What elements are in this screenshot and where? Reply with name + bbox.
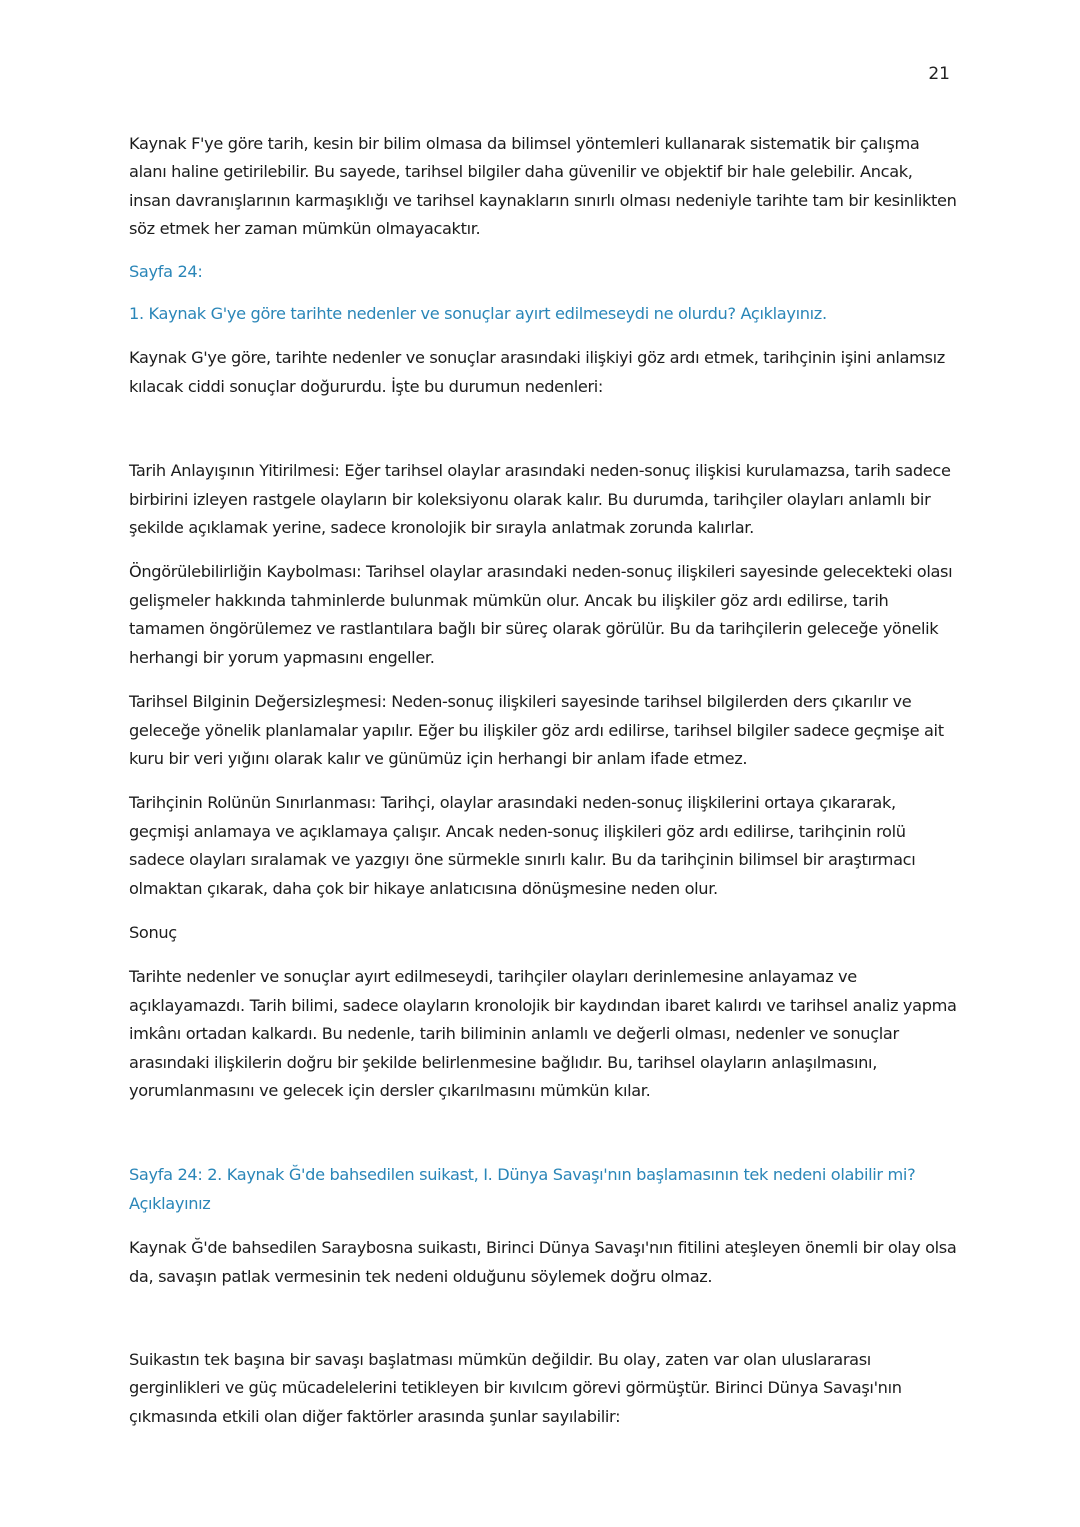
paragraph-ongorulebilirlik: Öngörülebilirliğin Kaybolması: Tarihsel olaylar arasındaki neden-sonuç ilişkileri sayesinde gelecekteki olası gelişmeler hakkında tahminlerde bulunmak mümkün olur. Ancak bu ilişkiler göz ardı edilirse, tarih tamamen öngörülemez ve rastlantılara bağlı bir süreç olarak görülür. Bu da tarihçilerin geleceğe yönelik herhangi bir yorum yapmasını engeller. — [129, 562, 953, 667]
paragraph-tarih-anlayisi: Tarih Anlayışının Yitirilmesi: Eğer tarihsel olaylar arasındaki neden-sonuç ilişkisi kurulamazsa, tarih sadece birbirini izleyen rastgele olayların bir koleksiyonu olarak kalır. Bu durumda, tarihçiler olayları anlamlı bir şekilde açıklamak yerine, sadece kronolojik bir sırayla anlatmak zorunda kalırlar. — [129, 461, 951, 538]
paragraph-tarihsel-bilgi: Tarihsel Bilginin Değersizleşmesi: Neden-sonuç ilişkileri sayesinde tarihsel bilgilerden ders çıkarılır ve geleceğe yönelik planlamalar yapılır. Eğer bu ilişkiler göz ardı edilirse, tarihsel bilgiler sadece geçmişe ait kuru bir veri yığını olarak kalır ve günümüz için herhangi bir anlam ifade etmez. — [129, 692, 944, 768]
paragraph-suikast-factors: Suikastın tek başına bir savaşı başlatması mümkün değildir. Bu olay, zaten var olan uluslararası gerginlikleri ve güç mücadelelerini tetikleyen bir kıvılcım görevi görmüştür. Birinci Dünya Savaşı'nın çıkmasında etkili olan diğer faktörler arasında şunlar sayılabilir: — [129, 1350, 902, 1426]
document-body — [129, 130, 959, 1431]
paragraph-kaynak-f-conclusion: Kaynak F'ye göre tarih, kesin bir bilim olmasa da bilimsel yöntemleri kullanarak sistematik bir çalışma alanı haline getirilebilir. Bu sayede, tarihsel bilgiler daha güvenilir ve objektif bir hale gelebilir. Ancak, insan davranışlarının karmaşıklığı ve tarihsel kaynakların sınırlı olması nedeniyle tarihte tam bir kesinlikten söz etmek her zaman mümkün olmayacaktır. — [129, 134, 957, 239]
section-heading-sayfa-24: Sayfa 24: — [129, 261, 203, 281]
paragraph-kaynak-g-intro: Kaynak G'ye göre, tarihte nedenler ve sonuçlar arasındaki ilişkiyi göz ardı etmek, tarihçinin işini anlamsız kılacak ciddi sonuçlar doğururdu. İşte bu durumun nedenleri: — [129, 348, 945, 396]
page-number: 21 — [928, 64, 950, 84]
paragraph-tarihci-rolu: Tarihçinin Rolünün Sınırlanması: Tarihçi, olaylar arasındaki neden-sonuç ilişkilerini ortaya çıkararak, geçmişi anlamaya ve açıklamaya çalışır. Ancak neden-sonuç ilişkileri göz ardı edilirse, tarihçinin rolü sadece olayları sıralamak ve yazgıyı öne sürmekle sınırlı kalır. Bu da tarihçinin bilimsel bir araştırmacı olmaktan çıkarak, daha çok bir hikaye anlatıcısına dönüşmesine neden olur. — [129, 793, 916, 898]
question-2-heading: Sayfa 24: 2. Kaynak Ğ'de bahsedilen suikast, I. Dünya Savaşı'nın başlamasının tek nedeni olabilir mi? Açıklayınız — [129, 1165, 916, 1213]
paragraph-sonuc-heading: Sonuç — [129, 922, 177, 942]
question-1-heading: 1. Kaynak G'ye göre tarihte nedenler ve sonuçlar ayırt edilmeseydi ne olurdu? Açıklayınız. — [129, 304, 827, 324]
paragraph-saraybosna: Kaynak Ğ'de bahsedilen Saraybosna suikastı, Birinci Dünya Savaşı'nın fitilini ateşleyen önemli bir olay olsa da, savaşın patlak vermesinin tek nedeni olduğunu söylemek doğru olmaz. — [129, 1238, 957, 1286]
paragraph-sonuc-text: Tarihte nedenler ve sonuçlar ayırt edilmeseydi, tarihçiler olayları derinlemesine anlayamaz ve açıklayamazdı. Tarih bilimi, sadece olayların kronolojik bir kaydından ibaret kalırdı ve tarihsel analiz yapma imkânı ortadan kalkardı. Bu nedenle, tarih biliminin anlamlı ve değerli olması, nedenler ve sonuçlar arasındaki ilişkilerin doğru bir şekilde belirlenmesine bağlıdır. Bu, tarihsel olayların anlaşılmasını, yorumlanmasını ve gelecek için dersler çıkarılmasını mümkün kılar. — [129, 967, 957, 1100]
